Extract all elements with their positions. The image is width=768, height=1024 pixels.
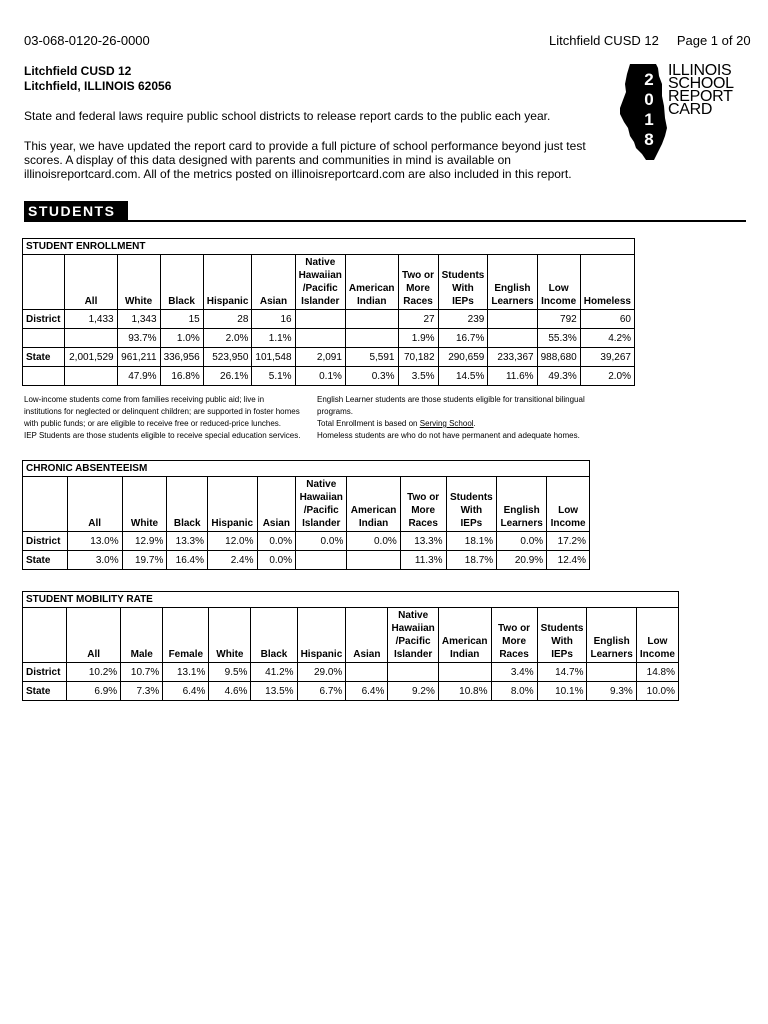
table-cell: 14.7%: [537, 663, 587, 682]
table-cell: [296, 551, 347, 570]
table-cell: [346, 663, 388, 682]
column-header: White: [122, 477, 167, 532]
table-cell: 10.7%: [121, 663, 163, 682]
table-cell: 961,211: [117, 348, 160, 367]
section-divider: [24, 220, 746, 222]
column-header: [23, 477, 68, 532]
logo-line: REPORT: [668, 88, 733, 105]
year-digit: 0: [644, 90, 654, 109]
table-cell: 7.3%: [121, 682, 163, 701]
row-label: District: [23, 532, 68, 551]
table-cell: 0.0%: [296, 532, 347, 551]
column-header: Black: [167, 477, 208, 532]
column-header: Two or More Races: [398, 255, 438, 310]
table-title: STUDENT MOBILITY RATE: [23, 592, 679, 608]
column-header: Students With IEPs: [537, 608, 587, 663]
table-cell: 18.1%: [446, 532, 497, 551]
district-city: Litchfield, ILLINOIS 62056: [24, 79, 172, 93]
year-digit: 2: [644, 70, 654, 89]
intro-paragraph-1: State and federal laws require public school districts to release report cards to the public each year.: [24, 109, 551, 123]
page-header-right: [549, 33, 751, 48]
logo-line: SCHOOL: [668, 75, 734, 92]
table-cell: 12.9%: [122, 532, 167, 551]
note-line: with public funds; or are eligible to receive free or reduced-price lunches.: [24, 419, 282, 428]
column-header: Female: [163, 608, 209, 663]
table-cell: 10.1%: [537, 682, 587, 701]
column-header: All: [67, 477, 122, 532]
column-header: Hispanic: [297, 608, 346, 663]
section-heading-students: STUDENTS: [24, 201, 128, 221]
table-cell: 11.3%: [400, 551, 446, 570]
table-cell: 13.5%: [251, 682, 297, 701]
table-cell: [295, 329, 345, 348]
table-cell: [388, 663, 438, 682]
student-enrollment-table: [22, 238, 635, 386]
table-cell: [295, 310, 345, 329]
table-cell: 988,680: [537, 348, 580, 367]
column-header: Native Hawaiian /Pacific Islander: [388, 608, 438, 663]
table-cell: 13.3%: [400, 532, 446, 551]
logo-line: CARD: [668, 101, 713, 118]
column-header: American Indian: [345, 255, 398, 310]
table-cell: 26.1%: [203, 367, 252, 386]
row-label: [23, 329, 65, 348]
table-row: [23, 682, 679, 701]
table-row: [23, 329, 635, 348]
table-cell: 6.4%: [346, 682, 388, 701]
table-cell: 5,591: [345, 348, 398, 367]
column-header: Homeless: [580, 255, 634, 310]
table-row: [23, 348, 635, 367]
table-cell: 0.1%: [295, 367, 345, 386]
table-cell: 14.5%: [438, 367, 488, 386]
table-cell: 14.8%: [636, 663, 678, 682]
table-cell: 5.1%: [252, 367, 295, 386]
column-header: English Learners: [587, 608, 636, 663]
column-header: Hispanic: [203, 255, 252, 310]
table-cell: 4.2%: [580, 329, 634, 348]
table-cell: [488, 329, 537, 348]
column-header: [23, 255, 65, 310]
column-header: All: [65, 255, 117, 310]
table-cell: 16.7%: [438, 329, 488, 348]
table-cell: 9.2%: [388, 682, 438, 701]
table-title: STUDENT ENROLLMENT: [23, 239, 635, 255]
table-cell: 13.0%: [67, 532, 122, 551]
table-cell: 6.7%: [297, 682, 346, 701]
column-header: Native Hawaiian /Pacific Islander: [295, 255, 345, 310]
column-header: White: [209, 608, 251, 663]
table-cell: 12.0%: [208, 532, 258, 551]
table-row: [23, 310, 635, 329]
table-cell: 101,548: [252, 348, 295, 367]
note-english-learners: English Learner students are those students eligible for transitional bilingual programs.: [317, 395, 585, 416]
enrollment-notes-right: [317, 394, 617, 442]
table-cell: 2.0%: [203, 329, 252, 348]
table-cell: 13.1%: [163, 663, 209, 682]
column-header: English Learners: [497, 477, 547, 532]
table-cell: 4.6%: [209, 682, 251, 701]
column-header: Students With IEPs: [446, 477, 497, 532]
table-cell: 93.7%: [117, 329, 160, 348]
table-cell: 0.0%: [497, 532, 547, 551]
table-cell: 3.4%: [491, 663, 537, 682]
table-cell: 1.0%: [160, 329, 203, 348]
table-cell: 0.0%: [257, 551, 296, 570]
table-cell: 16: [252, 310, 295, 329]
logo-text: [668, 64, 734, 116]
serving-school-link[interactable]: Serving School: [419, 419, 474, 428]
enrollment-notes-left: [24, 394, 314, 442]
column-header: Black: [251, 608, 297, 663]
row-label: State: [23, 682, 67, 701]
row-label: District: [23, 310, 65, 329]
note-text: Total Enrollment is based on: [317, 419, 420, 428]
table-cell: 6.4%: [163, 682, 209, 701]
column-header: Asian: [257, 477, 296, 532]
table-cell: 2,091: [295, 348, 345, 367]
district-block: [24, 64, 171, 94]
table-cell: 3.5%: [398, 367, 438, 386]
table-cell: 290,659: [438, 348, 488, 367]
table-cell: 17.2%: [547, 532, 590, 551]
table-cell: 523,950: [203, 348, 252, 367]
table-cell: 15: [160, 310, 203, 329]
column-header: Students With IEPs: [438, 255, 488, 310]
table-cell: 16.8%: [160, 367, 203, 386]
intro-paragraph-2: This year, we have updated the report card to provide a full picture of school performance beyond just test scores. A display of this data designed with parents and communities in mind is available on illinoisreportcard.com. All of the metrics posted on illinoisreportcard.com are also included in this report.: [24, 139, 586, 181]
table-title: CHRONIC ABSENTEEISM: [23, 461, 590, 477]
table-cell: 2,001,529: [65, 348, 117, 367]
column-header: Two or More Races: [491, 608, 537, 663]
year-digit: 8: [644, 130, 654, 149]
table-cell: 6.9%: [67, 682, 121, 701]
table-cell: 233,367: [488, 348, 537, 367]
table-cell: 0.3%: [345, 367, 398, 386]
year-digit: 1: [644, 110, 654, 129]
note-line: institutions for neglected or delinquent children; are supported in foster homes: [24, 407, 300, 416]
column-header: White: [117, 255, 160, 310]
table-cell: 0.0%: [257, 532, 296, 551]
table-cell: 10.8%: [438, 682, 491, 701]
table-cell: [345, 310, 398, 329]
column-header: Black: [160, 255, 203, 310]
table-cell: 1,433: [65, 310, 117, 329]
table-row: [23, 367, 635, 386]
table-cell: [347, 551, 400, 570]
table-cell: [65, 367, 117, 386]
column-header: Asian: [252, 255, 295, 310]
table-cell: [65, 329, 117, 348]
table-cell: 16.4%: [167, 551, 208, 570]
table-cell: 20.9%: [497, 551, 547, 570]
table-row: [23, 551, 590, 570]
table-cell: [488, 310, 537, 329]
table-cell: 18.7%: [446, 551, 497, 570]
row-label: [23, 367, 65, 386]
column-header: Low Income: [537, 255, 580, 310]
note-total-enrollment: [317, 418, 617, 430]
column-header: [23, 608, 67, 663]
column-header: American Indian: [347, 477, 400, 532]
table-cell: 41.2%: [251, 663, 297, 682]
table-cell: 9.5%: [209, 663, 251, 682]
table-row: [23, 532, 590, 551]
table-cell: 0.0%: [347, 532, 400, 551]
student-mobility-table: [22, 591, 679, 701]
column-header: Low Income: [547, 477, 590, 532]
table-cell: 1,343: [117, 310, 160, 329]
table-cell: 28: [203, 310, 252, 329]
table-cell: [438, 663, 491, 682]
note-text: .: [473, 419, 476, 428]
row-label: State: [23, 551, 68, 570]
table-cell: 39,267: [580, 348, 634, 367]
table-cell: [345, 329, 398, 348]
table-cell: 239: [438, 310, 488, 329]
table-cell: 13.3%: [167, 532, 208, 551]
table-cell: 10.2%: [67, 663, 121, 682]
note-line: Low-income students come from families receiving public aid; live in: [24, 395, 265, 404]
table-row: [23, 663, 679, 682]
row-label: District: [23, 663, 67, 682]
table-cell: 2.4%: [208, 551, 258, 570]
table-cell: 336,956: [160, 348, 203, 367]
table-cell: 3.0%: [67, 551, 122, 570]
table-cell: 19.7%: [122, 551, 167, 570]
table-cell: 9.3%: [587, 682, 636, 701]
table-cell: 2.0%: [580, 367, 634, 386]
column-header: All: [67, 608, 121, 663]
column-header: Two or More Races: [400, 477, 446, 532]
table-cell: [587, 663, 636, 682]
district-name: Litchfield CUSD 12: [24, 64, 132, 78]
column-header: Hispanic: [208, 477, 258, 532]
header-district-name: Litchfield CUSD 12: [549, 33, 659, 48]
table-cell: 49.3%: [537, 367, 580, 386]
column-header: Asian: [346, 608, 388, 663]
table-cell: 47.9%: [117, 367, 160, 386]
logo-year: [637, 70, 661, 150]
page-number: Page 1 of 20: [676, 33, 751, 48]
note-line: IEP Students are those students eligible to receive special education services.: [24, 431, 301, 440]
table-cell: 1.1%: [252, 329, 295, 348]
table-cell: 70,182: [398, 348, 438, 367]
logo-line: ILLINOIS: [668, 62, 732, 79]
table-cell: 27: [398, 310, 438, 329]
column-header: English Learners: [488, 255, 537, 310]
table-cell: 55.3%: [537, 329, 580, 348]
column-header: Male: [121, 608, 163, 663]
table-cell: 792: [537, 310, 580, 329]
report-id: 03-068-0120-26-0000: [24, 33, 150, 48]
chronic-absenteeism-table: [22, 460, 590, 570]
column-header: American Indian: [438, 608, 491, 663]
table-cell: 60: [580, 310, 634, 329]
table-cell: 11.6%: [488, 367, 537, 386]
row-label: State: [23, 348, 65, 367]
table-cell: 12.4%: [547, 551, 590, 570]
table-cell: 10.0%: [636, 682, 678, 701]
table-cell: 8.0%: [491, 682, 537, 701]
column-header: Native Hawaiian /Pacific Islander: [296, 477, 347, 532]
table-cell: 29.0%: [297, 663, 346, 682]
table-cell: 1.9%: [398, 329, 438, 348]
note-homeless: Homeless students are who do not have permanent and adequate homes.: [317, 431, 580, 440]
column-header: Low Income: [636, 608, 678, 663]
